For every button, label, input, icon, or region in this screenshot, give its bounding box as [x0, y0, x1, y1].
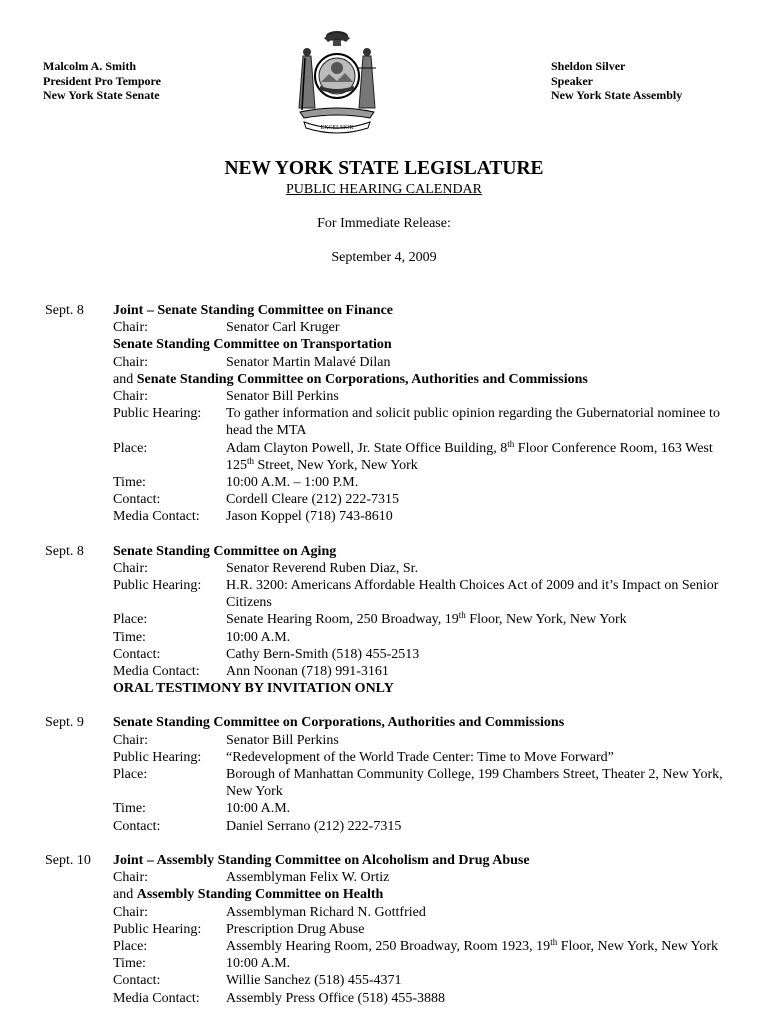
- chair-value: Senator Reverend Ruben Diaz, Sr.: [226, 560, 419, 576]
- hearing-entry: [0, 852, 768, 1007]
- media-contact-value: Ann Noonan (718) 991-3161: [226, 664, 389, 680]
- place-value: Borough of Manhattan Community College, 199 Chambers Street, Theater 2, New York, New York: [226, 767, 723, 800]
- contact-value: Willie Sanchez (518) 455-4371: [226, 973, 402, 989]
- testimony-note: ORAL TESTIMONY BY INVITATION ONLY: [113, 681, 394, 697]
- hearing-topic: To gather information and solicit public opinion regarding the Gubernatorial nominee to head the MTA: [226, 406, 720, 439]
- seal-motto: EXCELSIOR: [320, 125, 354, 131]
- release-notice: For Immediate Release:: [317, 216, 451, 231]
- chair-value: Senator Martin Malavé Dilan: [226, 354, 391, 370]
- chair-value: Senator Carl Kruger: [226, 320, 340, 336]
- media-contact-label: Media Contact:: [113, 509, 200, 525]
- place-label: Place:: [113, 938, 148, 954]
- hearing-label: Public Hearing:: [113, 921, 202, 937]
- time-label: Time:: [113, 629, 146, 645]
- hearing-entry: [0, 543, 768, 698]
- time-value: 10:00 A.M. – 1:00 P.M.: [226, 475, 359, 491]
- time-label: Time:: [113, 956, 146, 972]
- committee-name: Joint – Senate Standing Committee on Finance: [113, 303, 393, 318]
- chair-label: Chair:: [113, 870, 148, 886]
- committee-name: Joint – Assembly Standing Committee on Alcoholism and Drug Abuse: [113, 852, 530, 868]
- hearing-topic: “Redevelopment of the World Trade Center: Time to Move Forward”: [226, 749, 614, 765]
- place-label: Place:: [113, 612, 148, 628]
- release-date: September 4, 2009: [331, 250, 437, 265]
- hearing-label: Public Hearing:: [113, 406, 202, 422]
- contact-label: Contact:: [113, 646, 161, 662]
- contact-label: Contact:: [113, 818, 161, 834]
- chair-value: Assemblyman Richard N. Gottfried: [226, 904, 426, 920]
- hearing-date: Sept. 10: [45, 852, 91, 868]
- hearing-details: [113, 852, 725, 1007]
- hearing-topic: Prescription Drug Abuse: [226, 921, 365, 937]
- contact-label: Contact:: [113, 492, 161, 508]
- time-value: 10:00 A.M.: [226, 801, 291, 817]
- contact-label: Contact:: [113, 973, 161, 989]
- place-value: Assembly Hearing Room, 250 Broadway, Room 1923, 19th Floor, New York, New York: [226, 936, 719, 954]
- contact-value: Cordell Cleare (212) 222-7315: [226, 492, 400, 508]
- chair-value: Senator Bill Perkins: [226, 732, 339, 748]
- hearing-details: [113, 543, 725, 698]
- new-york-state-seal-icon: [294, 28, 380, 134]
- media-contact-label: Media Contact:: [113, 664, 200, 680]
- hearing-date: Sept. 9: [45, 715, 84, 731]
- hearing-topic: H.R. 3200: Americans Affordable Health Choices Act of 2009 and it’s Impact on Senior Citizens: [226, 578, 719, 611]
- time-value: 10:00 A.M.: [226, 629, 291, 645]
- hearing-label: Public Hearing:: [113, 749, 202, 765]
- place-label: Place:: [113, 767, 148, 783]
- chair-label: Chair:: [113, 732, 148, 748]
- senate-org: New York State Senate: [43, 88, 160, 102]
- place-value: Adam Clayton Powell, Jr. State Office Building, 8th Floor Conference Room, 163 West 125th Street, New York, New York: [226, 438, 713, 473]
- assembly-leader-name: Sheldon Silver: [551, 59, 626, 73]
- time-value: 10:00 A.M.: [226, 956, 291, 972]
- chair-label: Chair:: [113, 389, 148, 405]
- committee-name: Senate Standing Committee on Transportation: [113, 337, 392, 353]
- hearing-label: Public Hearing:: [113, 578, 202, 594]
- chair-label: Chair:: [113, 904, 148, 920]
- document-subtitle: PUBLIC HEARING CALENDAR: [286, 182, 482, 197]
- place-value: Senate Hearing Room, 250 Broadway, 19th Floor, New York, New York: [226, 610, 627, 628]
- time-label: Time:: [113, 801, 146, 817]
- committee-name: Senate Standing Committee on Corporations, Authorities and Commissions: [136, 371, 588, 387]
- senate-signatory: [43, 59, 161, 103]
- time-label: Time:: [113, 475, 146, 491]
- assembly-signatory: [551, 59, 682, 103]
- hearing-date: Sept. 8: [45, 303, 84, 318]
- hearing-details: [113, 302, 725, 526]
- and-prefix: and: [113, 887, 134, 903]
- senate-leader-name: Malcolm A. Smith: [43, 59, 136, 73]
- hearing-entry: [0, 302, 768, 526]
- media-contact-label: Media Contact:: [113, 990, 200, 1006]
- media-contact-value: Assembly Press Office (518) 455-3888: [226, 990, 446, 1006]
- senate-leader-title: President Pro Tempore: [43, 73, 161, 88]
- hearing-details: [113, 714, 725, 834]
- chair-label: Chair:: [113, 560, 148, 576]
- hearing-date: Sept. 8: [45, 543, 84, 559]
- hearing-list: [0, 302, 768, 1024]
- assembly-leader-title: Speaker: [551, 73, 593, 88]
- contact-value: Cathy Bern-Smith (518) 455-2513: [226, 646, 420, 662]
- chair-value: Assemblyman Felix W. Ortiz: [226, 870, 390, 886]
- media-contact-value: Jason Koppel (718) 743-8610: [226, 509, 393, 525]
- chair-value: Senator Bill Perkins: [226, 389, 339, 405]
- place-label: Place:: [113, 440, 148, 456]
- document-title: NEW YORK STATE LEGISLATURE: [224, 158, 544, 179]
- and-prefix: and: [113, 371, 134, 387]
- chair-label: Chair:: [113, 320, 148, 336]
- contact-value: Daniel Serrano (212) 222-7315: [226, 818, 402, 834]
- committee-name: Assembly Standing Committee on Health: [136, 887, 384, 903]
- chair-label: Chair:: [113, 354, 148, 370]
- committee-name: Senate Standing Committee on Aging: [113, 543, 337, 559]
- committee-name: Senate Standing Committee on Corporations, Authorities and Commissions: [113, 715, 565, 731]
- assembly-org: New York State Assembly: [551, 88, 683, 102]
- hearing-entry: [0, 714, 768, 834]
